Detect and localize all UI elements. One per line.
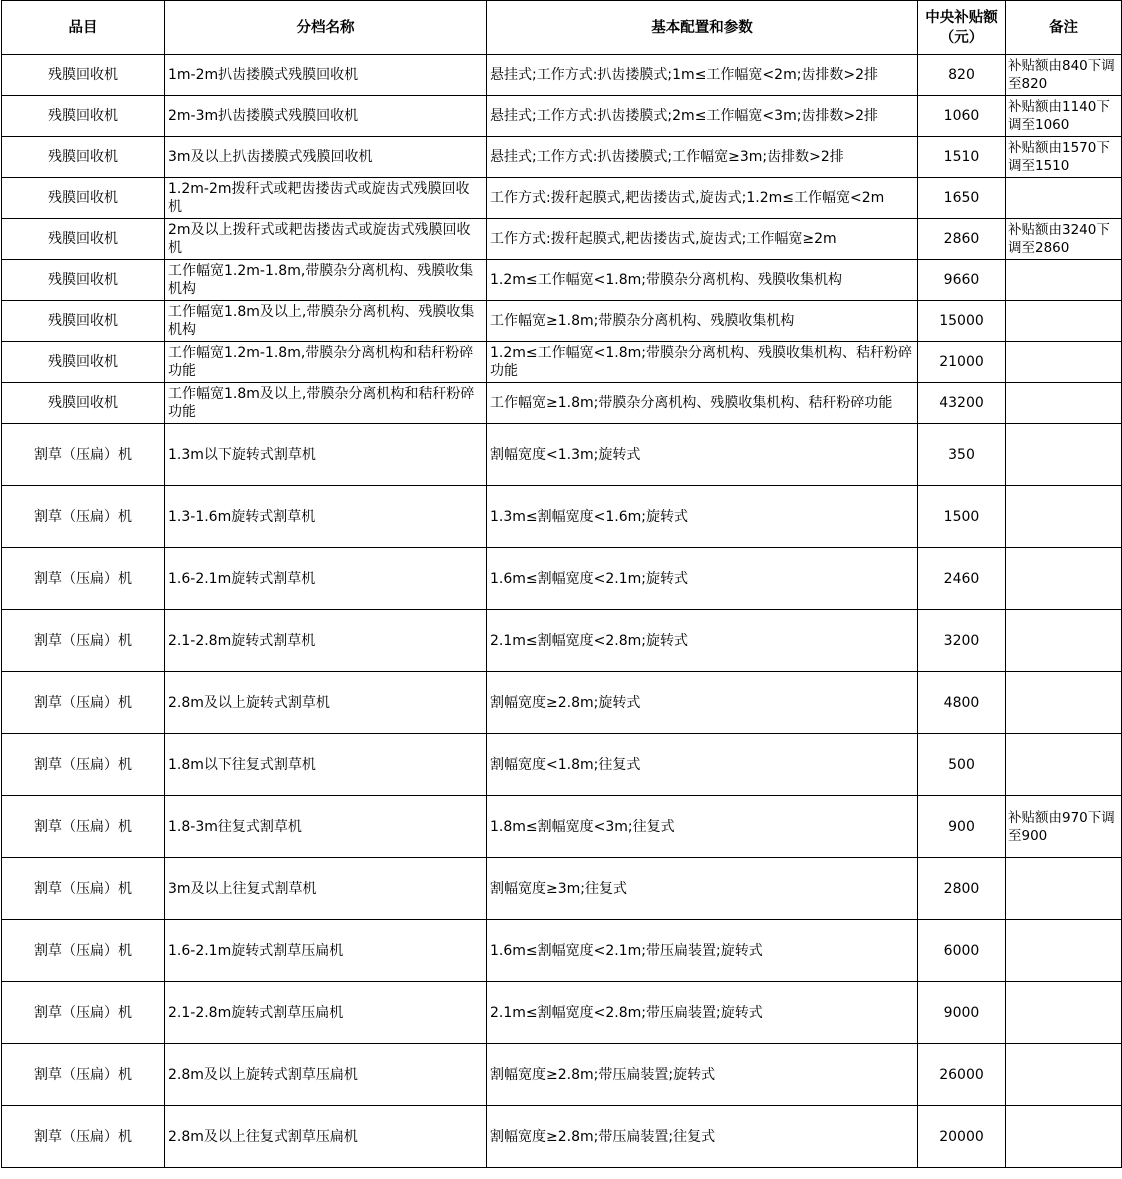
table-row — [2, 1106, 1122, 1168]
cell-tier-name: 2.1-2.8m旋转式割草压扁机 — [165, 982, 487, 1044]
cell-subsidy: 15000 — [918, 301, 1006, 342]
cell-item: 割草（压扁）机 — [2, 982, 165, 1044]
cell-subsidy: 9000 — [918, 982, 1006, 1044]
cell-subsidy: 43200 — [918, 383, 1006, 424]
cell-item: 残膜回收机 — [2, 96, 165, 137]
cell-item: 割草（压扁）机 — [2, 672, 165, 734]
cell-note — [1006, 301, 1122, 342]
cell-tier-name: 3m及以上往复式割草机 — [165, 858, 487, 920]
cell-subsidy: 4800 — [918, 672, 1006, 734]
table-row — [2, 137, 1122, 178]
cell-subsidy: 1510 — [918, 137, 1006, 178]
table-row — [2, 383, 1122, 424]
cell-config: 工作幅宽≥1.8m;带膜杂分离机构、残膜收集机构 — [487, 301, 918, 342]
table-row — [2, 920, 1122, 982]
cell-note — [1006, 672, 1122, 734]
cell-note: 补贴额由970下调至900 — [1006, 796, 1122, 858]
cell-tier-name: 2m及以上拨秆式或耙齿搂齿式或旋齿式残膜回收机 — [165, 219, 487, 260]
cell-config: 1.6m≤割幅宽度<2.1m;带压扁装置;旋转式 — [487, 920, 918, 982]
cell-item: 残膜回收机 — [2, 342, 165, 383]
cell-note — [1006, 734, 1122, 796]
table-row — [2, 858, 1122, 920]
cell-note — [1006, 260, 1122, 301]
cell-config: 悬挂式;工作方式:扒齿搂膜式;工作幅宽≥3m;齿排数>2排 — [487, 137, 918, 178]
cell-note — [1006, 920, 1122, 982]
cell-config: 悬挂式;工作方式:扒齿搂膜式;2m≤工作幅宽<3m;齿排数>2排 — [487, 96, 918, 137]
cell-config: 1.2m≤工作幅宽<1.8m;带膜杂分离机构、残膜收集机构 — [487, 260, 918, 301]
cell-subsidy: 820 — [918, 55, 1006, 96]
table-row — [2, 260, 1122, 301]
cell-config: 1.3m≤割幅宽度<1.6m;旋转式 — [487, 486, 918, 548]
cell-tier-name: 工作幅宽1.8m及以上,带膜杂分离机构、残膜收集机构 — [165, 301, 487, 342]
table-row — [2, 672, 1122, 734]
cell-subsidy: 2860 — [918, 219, 1006, 260]
table-row — [2, 96, 1122, 137]
cell-note: 补贴额由840下调至820 — [1006, 55, 1122, 96]
cell-note — [1006, 548, 1122, 610]
table-row — [2, 486, 1122, 548]
cell-subsidy: 500 — [918, 734, 1006, 796]
cell-item: 割草（压扁）机 — [2, 1106, 165, 1168]
table-row — [2, 734, 1122, 796]
cell-item: 残膜回收机 — [2, 301, 165, 342]
cell-config: 1.6m≤割幅宽度<2.1m;旋转式 — [487, 548, 918, 610]
table-row — [2, 342, 1122, 383]
cell-tier-name: 1.3-1.6m旋转式割草机 — [165, 486, 487, 548]
cell-subsidy: 2800 — [918, 858, 1006, 920]
cell-item: 残膜回收机 — [2, 383, 165, 424]
cell-note: 补贴额由3240下调至2860 — [1006, 219, 1122, 260]
cell-config: 割幅宽度≥2.8m;带压扁装置;旋转式 — [487, 1044, 918, 1106]
cell-tier-name: 1.3m以下旋转式割草机 — [165, 424, 487, 486]
cell-config: 割幅宽度<1.3m;旋转式 — [487, 424, 918, 486]
cell-item: 割草（压扁）机 — [2, 1044, 165, 1106]
table-row — [2, 610, 1122, 672]
cell-item: 割草（压扁）机 — [2, 920, 165, 982]
table-row — [2, 301, 1122, 342]
cell-subsidy: 26000 — [918, 1044, 1006, 1106]
cell-tier-name: 2.8m及以上旋转式割草机 — [165, 672, 487, 734]
cell-note — [1006, 1044, 1122, 1106]
cell-note — [1006, 982, 1122, 1044]
cell-subsidy: 20000 — [918, 1106, 1006, 1168]
cell-config: 割幅宽度≥2.8m;带压扁装置;往复式 — [487, 1106, 918, 1168]
cell-tier-name: 2.8m及以上旋转式割草压扁机 — [165, 1044, 487, 1106]
cell-subsidy: 6000 — [918, 920, 1006, 982]
header-item: 品目 — [2, 1, 165, 55]
cell-item: 残膜回收机 — [2, 55, 165, 96]
cell-tier-name: 1.8m以下往复式割草机 — [165, 734, 487, 796]
cell-note — [1006, 1106, 1122, 1168]
cell-item: 割草（压扁）机 — [2, 486, 165, 548]
cell-config: 割幅宽度≥3m;往复式 — [487, 858, 918, 920]
cell-subsidy: 21000 — [918, 342, 1006, 383]
cell-item: 残膜回收机 — [2, 260, 165, 301]
cell-item: 割草（压扁）机 — [2, 424, 165, 486]
table-row — [2, 548, 1122, 610]
cell-subsidy: 1650 — [918, 178, 1006, 219]
header-config: 基本配置和参数 — [487, 1, 918, 55]
cell-tier-name: 2m-3m扒齿搂膜式残膜回收机 — [165, 96, 487, 137]
cell-note: 补贴额由1570下调至1510 — [1006, 137, 1122, 178]
header-row — [2, 1, 1122, 55]
cell-item: 割草（压扁）机 — [2, 610, 165, 672]
cell-item: 割草（压扁）机 — [2, 858, 165, 920]
cell-note — [1006, 610, 1122, 672]
cell-subsidy: 350 — [918, 424, 1006, 486]
cell-tier-name: 1m-2m扒齿搂膜式残膜回收机 — [165, 55, 487, 96]
cell-subsidy: 2460 — [918, 548, 1006, 610]
cell-tier-name: 2.8m及以上往复式割草压扁机 — [165, 1106, 487, 1168]
table-row — [2, 1044, 1122, 1106]
subsidy-table — [1, 0, 1122, 1168]
cell-subsidy: 900 — [918, 796, 1006, 858]
cell-tier-name: 1.8-3m往复式割草机 — [165, 796, 487, 858]
cell-note — [1006, 486, 1122, 548]
cell-tier-name: 3m及以上扒齿搂膜式残膜回收机 — [165, 137, 487, 178]
table-row — [2, 424, 1122, 486]
table-row — [2, 982, 1122, 1044]
header-note: 备注 — [1006, 1, 1122, 55]
cell-note — [1006, 858, 1122, 920]
cell-config: 工作幅宽≥1.8m;带膜杂分离机构、残膜收集机构、秸秆粉碎功能 — [487, 383, 918, 424]
table-row — [2, 178, 1122, 219]
cell-config: 2.1m≤割幅宽度<2.8m;旋转式 — [487, 610, 918, 672]
cell-note — [1006, 342, 1122, 383]
cell-tier-name: 工作幅宽1.2m-1.8m,带膜杂分离机构和秸秆粉碎功能 — [165, 342, 487, 383]
cell-item: 割草（压扁）机 — [2, 796, 165, 858]
cell-config: 工作方式:拨秆起膜式,耙齿搂齿式,旋齿式;工作幅宽≥2m — [487, 219, 918, 260]
cell-tier-name: 1.2m-2m拨秆式或耙齿搂齿式或旋齿式残膜回收机 — [165, 178, 487, 219]
table-row — [2, 796, 1122, 858]
cell-item: 割草（压扁）机 — [2, 548, 165, 610]
cell-config: 割幅宽度<1.8m;往复式 — [487, 734, 918, 796]
cell-tier-name: 工作幅宽1.2m-1.8m,带膜杂分离机构、残膜收集机构 — [165, 260, 487, 301]
cell-item: 残膜回收机 — [2, 219, 165, 260]
cell-note — [1006, 383, 1122, 424]
header-subsidy: 中央补贴额（元） — [918, 1, 1006, 55]
cell-subsidy: 3200 — [918, 610, 1006, 672]
cell-subsidy: 9660 — [918, 260, 1006, 301]
cell-tier-name: 1.6-2.1m旋转式割草压扁机 — [165, 920, 487, 982]
cell-note: 补贴额由1140下调至1060 — [1006, 96, 1122, 137]
cell-subsidy: 1060 — [918, 96, 1006, 137]
cell-config: 1.8m≤割幅宽度<3m;往复式 — [487, 796, 918, 858]
cell-config: 悬挂式;工作方式:扒齿搂膜式;1m≤工作幅宽<2m;齿排数>2排 — [487, 55, 918, 96]
cell-config: 2.1m≤割幅宽度<2.8m;带压扁装置;旋转式 — [487, 982, 918, 1044]
header-tier-name: 分档名称 — [165, 1, 487, 55]
cell-item: 割草（压扁）机 — [2, 734, 165, 796]
table-row — [2, 55, 1122, 96]
cell-config: 1.2m≤工作幅宽<1.8m;带膜杂分离机构、残膜收集机构、秸秆粉碎功能 — [487, 342, 918, 383]
cell-tier-name: 2.1-2.8m旋转式割草机 — [165, 610, 487, 672]
cell-tier-name: 1.6-2.1m旋转式割草机 — [165, 548, 487, 610]
table-row — [2, 219, 1122, 260]
cell-config: 割幅宽度≥2.8m;旋转式 — [487, 672, 918, 734]
cell-subsidy: 1500 — [918, 486, 1006, 548]
cell-note — [1006, 178, 1122, 219]
cell-item: 残膜回收机 — [2, 137, 165, 178]
cell-tier-name: 工作幅宽1.8m及以上,带膜杂分离机构和秸秆粉碎功能 — [165, 383, 487, 424]
cell-item: 残膜回收机 — [2, 178, 165, 219]
cell-config: 工作方式:拨秆起膜式,耙齿搂齿式,旋齿式;1.2m≤工作幅宽<2m — [487, 178, 918, 219]
cell-note — [1006, 424, 1122, 486]
